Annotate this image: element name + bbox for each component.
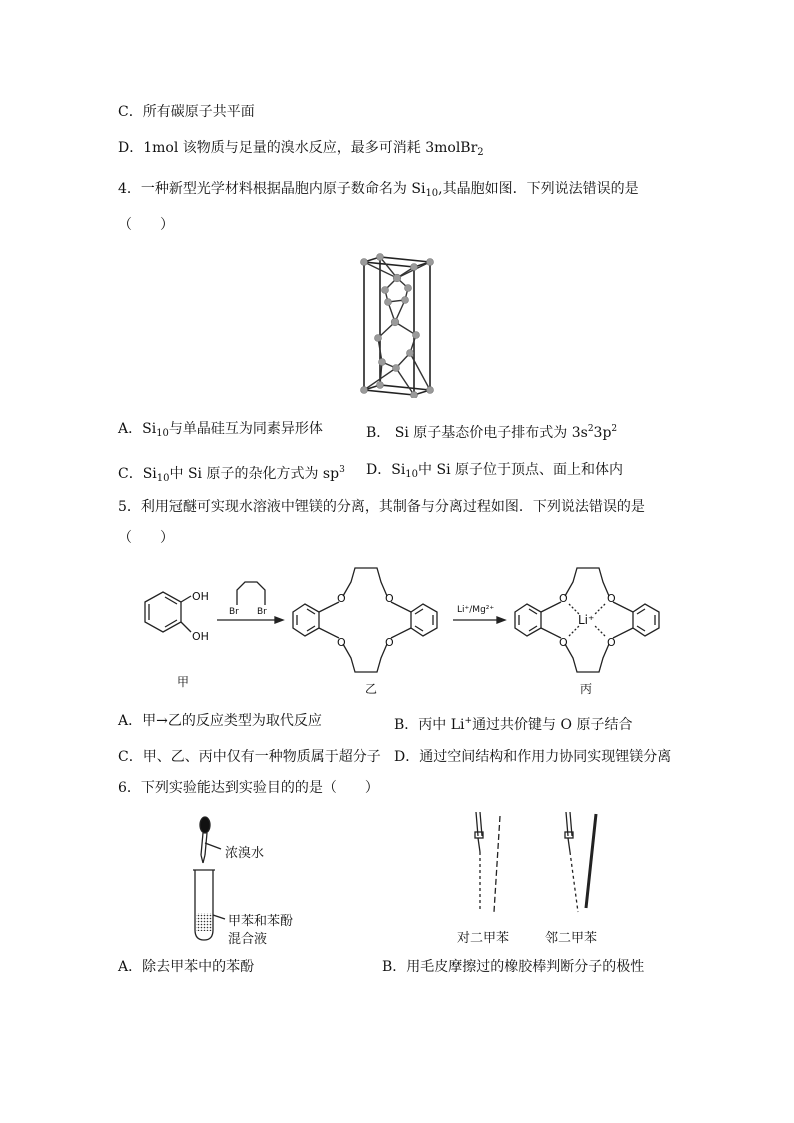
label-para-xylene: 对二甲苯	[457, 931, 510, 946]
q3-option-c-text: C．所有碳原子共平面	[118, 104, 255, 120]
q3-option-d	[118, 139, 484, 162]
q4-stem-text-end: ,其晶胞如图．下列说法错误的是	[438, 181, 639, 197]
crown-ether-reaction-scheme	[125, 560, 685, 690]
q4-option-a	[118, 420, 323, 443]
q4-stem-text: 4．一种新型光学材料根据晶胞内原子数命名为 Si	[118, 181, 426, 197]
q4-option-a-subscript: 10	[156, 428, 169, 439]
q6-option-b: B．用毛皮摩擦过的橡胶棒判断分子的极性	[382, 959, 645, 975]
label-bromine-water: 浓溴水	[225, 846, 265, 861]
o-label-2: O	[337, 636, 346, 649]
q4-option-b-superscript-2: 2	[611, 424, 618, 434]
q5-option-d: D．通过空间结构和作用力协同实现锂镁分离	[394, 749, 672, 765]
q4-option-c-subscript: 10	[156, 473, 170, 484]
o-label-1: O	[337, 592, 346, 605]
br-label-right: Br	[257, 607, 267, 617]
q4-option-d-subscript: 10	[405, 469, 419, 480]
si10-unit-cell-figure	[350, 250, 442, 398]
label-bing: 丙	[580, 682, 593, 696]
label-mixture-line1: 甲苯和苯酚	[228, 914, 294, 929]
label-ortho-xylene: 邻二甲苯	[545, 931, 598, 946]
o-label-3: O	[385, 592, 394, 605]
label-mixture-line2: 混合液	[228, 932, 268, 947]
q4-option-b-text-mid: 3p	[593, 425, 612, 441]
q5-stem: 5．利用冠醚可实现水溶液中锂镁的分离，其制备与分离过程如图．下列说法错误的是	[118, 499, 645, 515]
li-ion-label: Li⁺	[578, 613, 595, 627]
q4-option-b-text: B． Si 原子基态价电子排布式为 3s	[366, 425, 588, 441]
br-label-left: Br	[229, 607, 239, 617]
q4-option-d-text: D．Si	[366, 462, 406, 478]
q4-option-d	[366, 461, 623, 484]
q4-option-d-text-end: 中 Si 原子位于顶点、面上和体内	[418, 462, 623, 478]
polarity-test-figure	[460, 812, 610, 927]
q5-option-b-text: B．丙中 Li	[394, 717, 465, 733]
q4-stem-subscript: 10	[425, 188, 439, 199]
q4-option-c	[118, 461, 345, 488]
q6-stem: 6．下列实验能达到实验目的的是（ ）	[118, 780, 379, 796]
o-label-5: O	[559, 592, 568, 605]
catechol-ring	[145, 592, 181, 632]
o-label-6: O	[559, 636, 568, 649]
q6-option-a: A．除去甲苯中的苯酚	[118, 959, 255, 975]
o-label-4: O	[385, 636, 394, 649]
reagent-label: Li⁺/Mg²⁺	[457, 605, 495, 615]
q5-option-b-text-end: 通过共价键与 O 原子结合	[472, 717, 633, 733]
q4-option-c-text-mid: 中 Si 原子的杂化方式为 sp	[169, 466, 340, 482]
q5-option-b	[394, 712, 632, 734]
q4-option-a-text-end: 与单晶硅互为同素异形体	[168, 421, 323, 437]
label-jia: 甲	[177, 675, 190, 689]
q4-option-b	[366, 420, 617, 442]
q3-option-d-subscript: 2	[477, 147, 484, 158]
q5-option-a: A．甲→乙的反应类型为取代反应	[118, 713, 322, 729]
q3-option-c	[118, 103, 255, 121]
q5-option-c: C．甲、乙、丙中仅有一种物质属于超分子	[118, 749, 381, 765]
q4-stem	[118, 180, 639, 203]
q4-option-c-superscript: 3	[339, 465, 345, 475]
q3-option-d-text: D．1mol 该物质与足量的溴水反应，最多可消耗 3molBr	[118, 140, 478, 156]
q4-answer-paren: （ ）	[118, 217, 174, 233]
o-label-8: O	[607, 636, 616, 649]
q4-option-c-text: C．Si	[118, 466, 157, 482]
oh-label-bottom: OH	[192, 630, 209, 643]
oh-label-top: OH	[192, 590, 209, 603]
q4-option-b-superscript-1: 2	[587, 424, 594, 434]
q5-answer-paren: （ ）	[118, 530, 174, 546]
label-yi: 乙	[365, 682, 378, 696]
o-label-7: O	[607, 592, 616, 605]
q5-option-b-superscript: +	[464, 716, 473, 726]
q4-option-a-text: A．Si	[118, 421, 157, 437]
